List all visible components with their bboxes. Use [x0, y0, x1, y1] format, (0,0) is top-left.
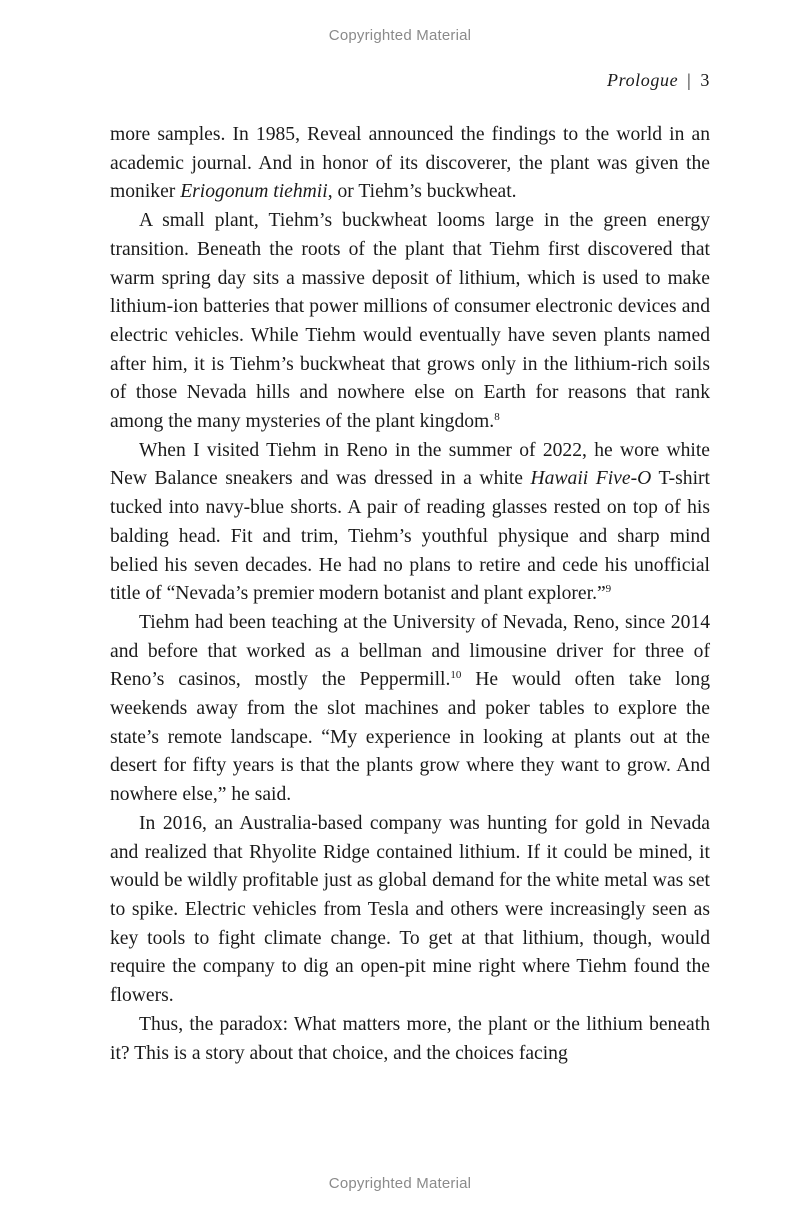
text-run: A small plant, Tiehm’s buckwheat looms large in the green energy transition. Beneath the roots of the plant that Tiehm first discovered that warm spring day sits a massive deposit of lithium, which is used to make lithium-ion batteries that power millions of consumer electronic devices and electric vehicles. While Tiehm would eventually have seven plants named after him, it is Tiehm’s buckwheat that grows only in the lithium-rich soils of those Nevada hills and nowhere else on Earth for reasons that rank among the many mysteries of the plant kingdom. — [110, 210, 710, 433]
title-italic: Hawaii Five-O — [530, 468, 652, 490]
paragraph — [110, 207, 710, 437]
footnote-ref-10: 10 — [450, 669, 462, 682]
text-run: , or Tiehm’s buckwheat. — [327, 181, 517, 203]
text-run: In 2016, an Australia-based company was hunting for gold in Nevada and realized that Rhyolite Ridge contained lithium. If it could be mined, it would be wildly profitable just as global demand for the white metal was set to spike. Electric vehicles from Tesla and others were increasingly seen as key tools to fight climate change. To get at that lithium, though, would require the company to dig an open-pit mine right where Tiehm found the flowers. — [110, 812, 710, 1007]
paragraph — [110, 437, 710, 609]
paragraph — [110, 1011, 710, 1068]
copyright-watermark-bottom: Copyrighted Material — [328, 1175, 472, 1192]
chapter-title: Prologue — [607, 70, 679, 90]
paragraph — [110, 609, 710, 810]
body-text — [110, 121, 710, 1068]
page-number: 3 — [700, 70, 710, 90]
running-head — [607, 70, 710, 91]
header-separator: | — [687, 70, 692, 90]
footnote-ref-9: 9 — [605, 583, 612, 596]
species-name-italic: Eriogonum tiehmii — [180, 181, 328, 203]
text-run: more samples. In 1985, Reveal announced the findings to the world in an academic journal. And in honor of its discoverer, the plant was given the moniker — [110, 124, 710, 203]
text-run: T-shirt tucked into navy-blue shorts. A pair of reading glasses rested on top of his balding head. Fit and trim, Tiehm’s youthful physique and sharp mind belied his seven decades. He had no plans to retire and cede his unofficial title of “Nevada’s premier modern botanist and plant explorer.” — [110, 468, 710, 605]
text-run: Tiehm had been teaching at the University of Nevada, Reno, since 2014 and before that worked as a bellman and limousine driver for three of Reno’s casinos, mostly the Peppermill. — [110, 611, 710, 691]
text-run: When I visited Tiehm in Reno in the summer of 2022, he wore white New Balance sneakers and was dressed in a white — [110, 439, 710, 490]
text-run: He would often take long weekends away from the slot machines and poker tables to explore the state’s remote landscape. “My experience in looking at plants out at the desert for fifty years is that the plants grow where they want to grow. And nowhere else,” he said. — [110, 669, 710, 806]
footnote-ref-8: 8 — [494, 411, 500, 424]
text-run: Thus, the paradox: What matters more, the plant or the lithium beneath it? This is a story about that choice, and the choices facing — [110, 1013, 710, 1064]
paragraph — [110, 121, 710, 207]
copyright-watermark-top: Copyrighted Material — [328, 27, 472, 44]
paragraph — [110, 810, 710, 1011]
